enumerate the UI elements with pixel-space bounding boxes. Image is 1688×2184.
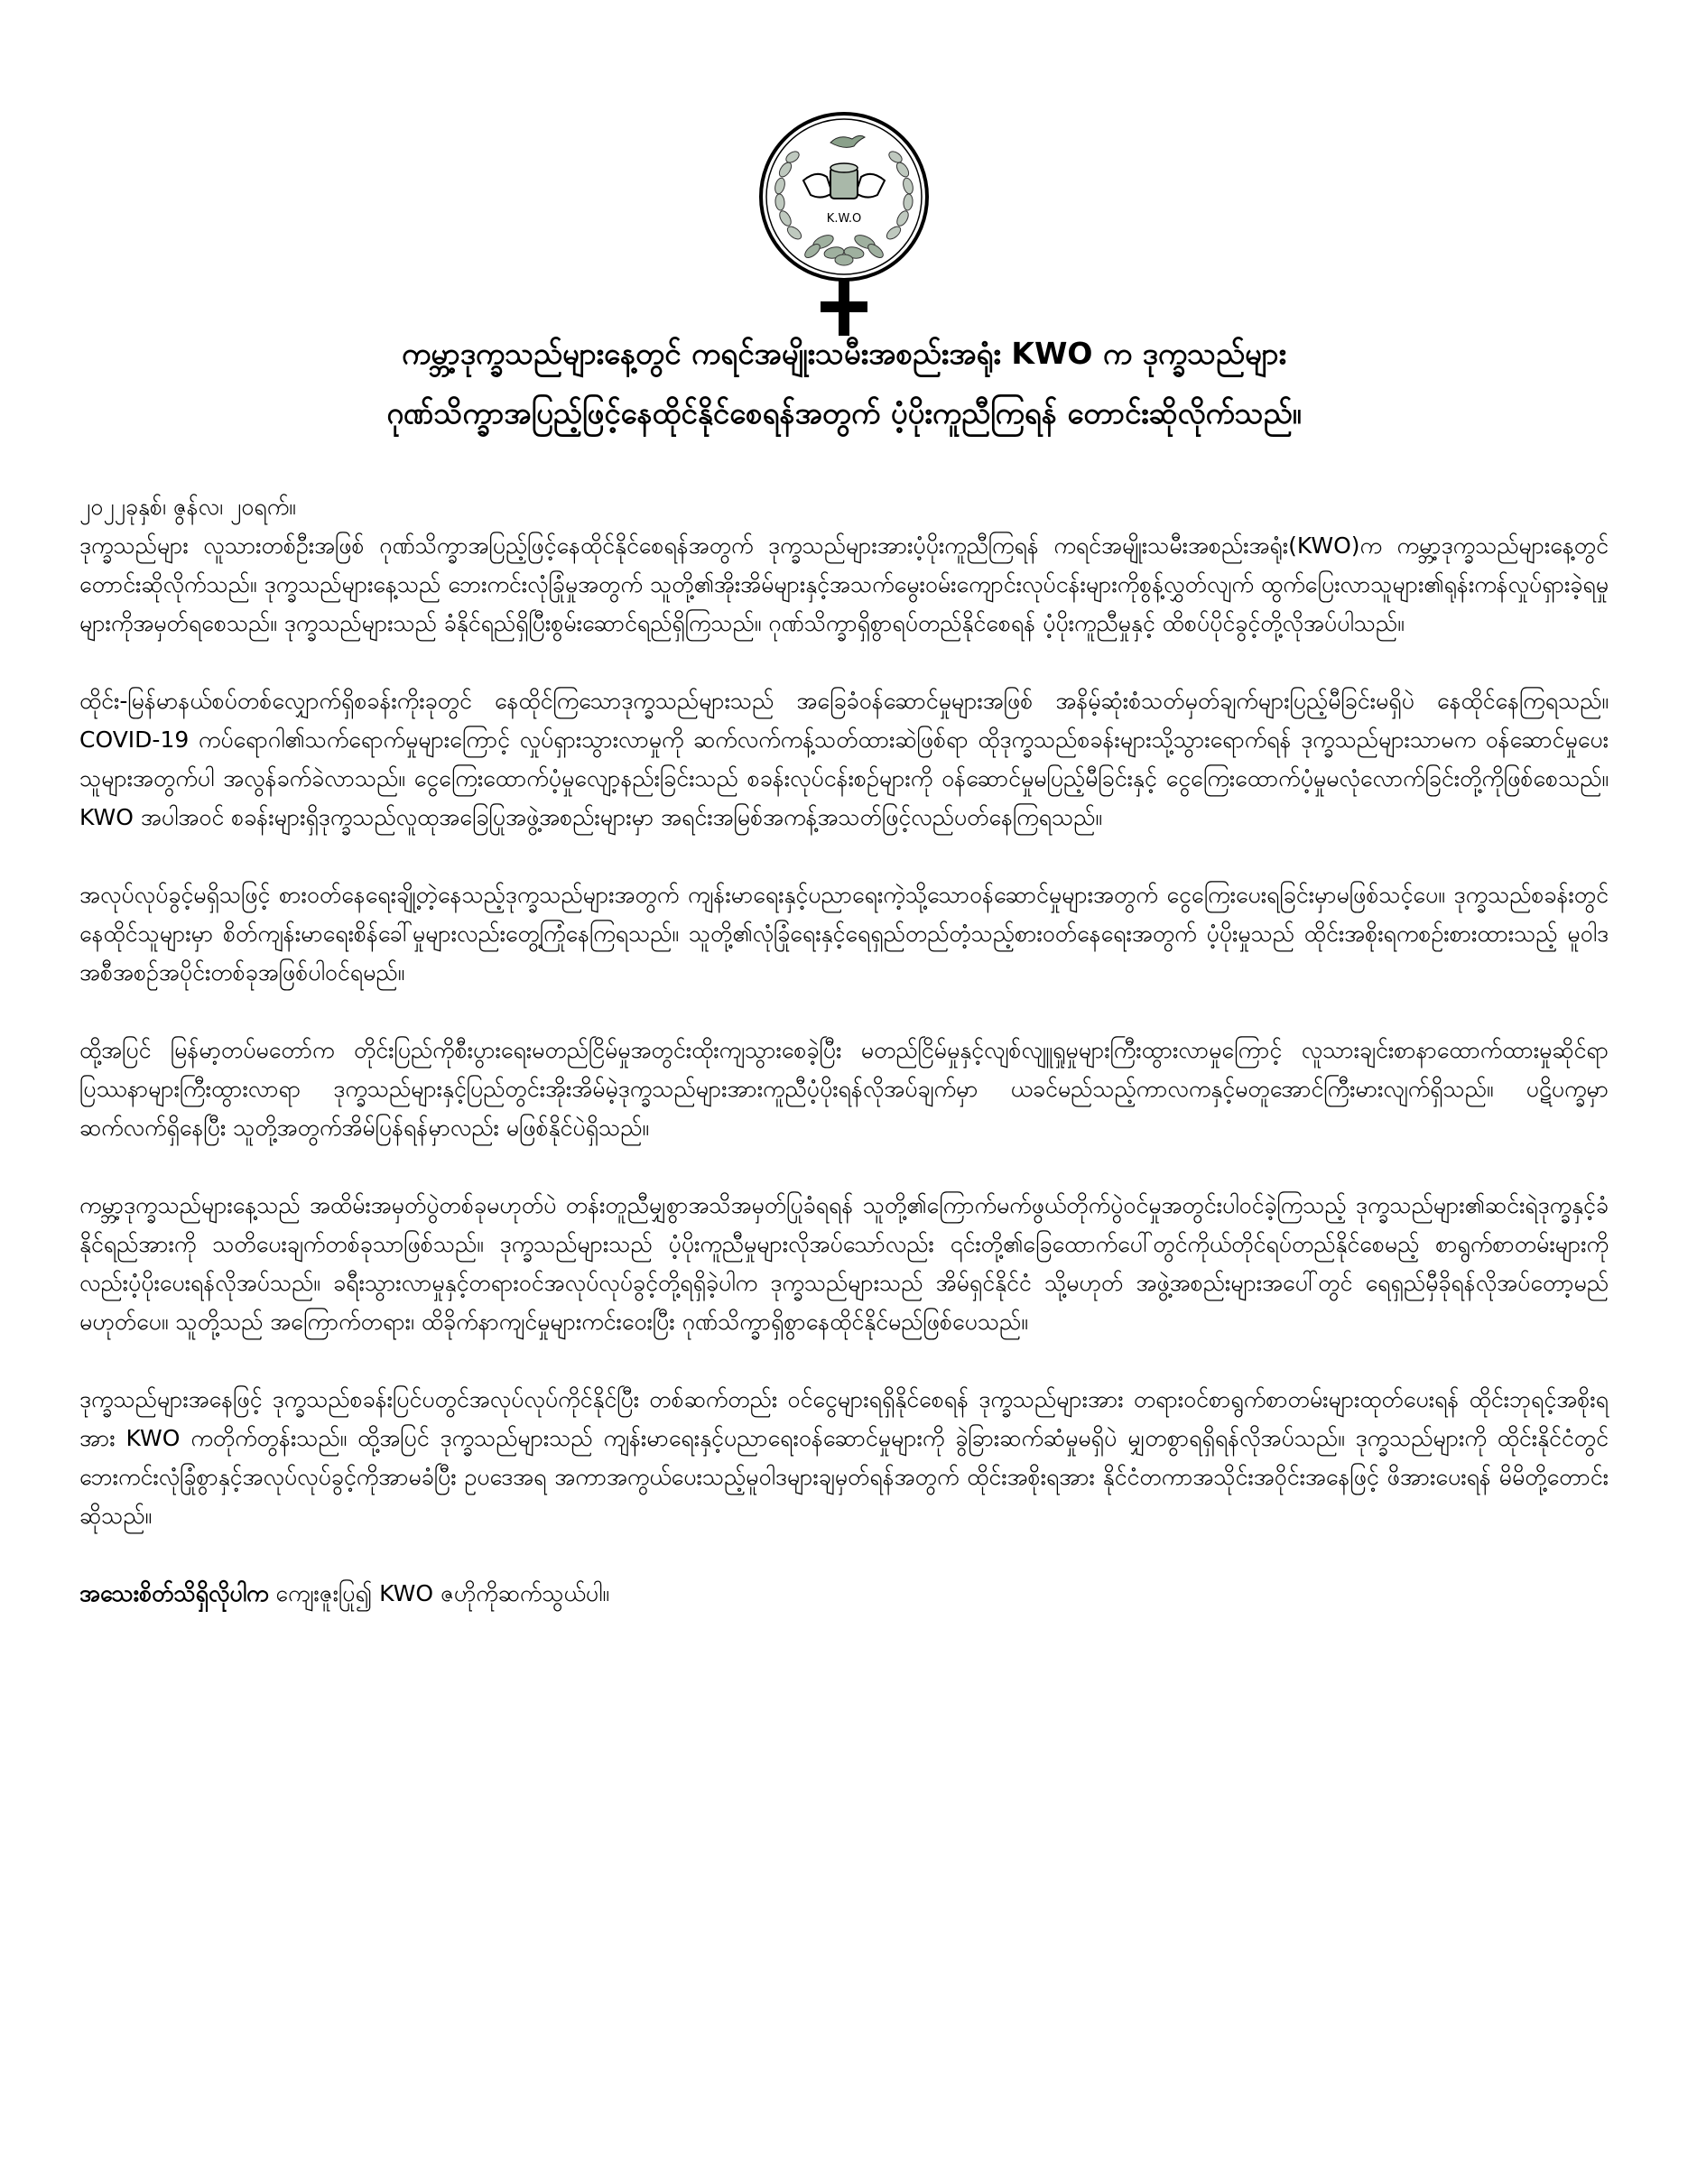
contact-line (79, 1574, 1609, 1613)
statement-body (79, 487, 1609, 1652)
paragraph-1: ဒုက္ခသည်များ လူသားတစ်ဦးအဖြစ် ဂုဏ်သိက္ခာအပြည့်ဖြင့်နေထိုင်နိုင်စေရန်အတွက် ဒုက္ခသည်များအားပံ့ပိုးကူညီကြရန် ကရင်အမျိုးသမီးအစည်းအရုံး(KWO)က ကမ္ဘာ့ဒုက္ခသည်များနေ့တွင် တောင်းဆိုလိုက်သည်။ ဒုက္ခသည်များနေ့သည် ဘေးကင်းလုံခြုံမှုအတွက် သူတို့၏အိုးအိမ်များနှင့်အသက်မွေးဝမ်းကျောင်းလုပ်ငန်းများကိုစွန့်လွှတ်လျက် ထွက်ပြေးလာသူများ၏ရုန်းကန်လှုပ်ရှားခဲ့ရမှုများကိုအမှတ်ရစေသည်။ ဒုက္ခသည်များသည် ခံနိုင်ရည်ရှိပြီးစွမ်းဆောင်ရည်ရှိကြသည်။ ဂုဏ်သိက္ခာရှိစွာရပ်တည်နိုင်စေရန် ပံ့ပိုးကူညီမှုနှင့် ထိစပ်ပိုင်ခွင့်တို့လိုအပ်ပါသည်။ (79, 532, 1609, 636)
contact-text: ကျေးဇူးပြု၍ KWO ဇဟိုကိုဆက်သွယ်ပါ။ (268, 1580, 609, 1606)
paragraph-3: အလုပ်လုပ်ခွင့်မရှိသဖြင့် စားဝတ်နေရေးချို့တဲ့နေသည့်ဒုက္ခသည်များအတွက် ကျန်းမာရေးနှင့်ပညာရေးကဲ့သို့သောဝန်ဆောင်မှုများအတွက် ငွေကြေးပေးရခြင်းမှာမဖြစ်သင့်ပေ။ ဒုက္ခသည်စခန်းတွင်နေထိုင်သူများမှာ စိတ်ကျန်းမာရေးစိန်ခေါ်မှုများလည်းတွေ့ကြုံနေကြရသည်။ သူတို့၏လုံခြုံရေးနှင့်ရေရှည်တည်တံ့သည့်စားဝတ်နေရေးအတွက် ပံ့ပိုးမှုသည် ထိုင်းအစိုးရကစဉ်းစားထားသည့် မူဝါဒအစီအစဉ်အပိုင်းတစ်ခုအဖြစ်ပါဝင်ရမည်။ (79, 882, 1609, 986)
contact-lead: အသေးစိတ်သိရှိလိုပါက (79, 1580, 269, 1606)
svg-text:K.W.O: K.W.O (826, 212, 862, 226)
paragraph-6: ဒုက္ခသည်များအနေဖြင့် ဒုက္ခသည်စခန်းပြင်ပတွင်အလုပ်လုပ်ကိုင်နိုင်ပြီး တစ်ဆက်တည်း ဝင်ငွေများရရှိနိုင်စေရန် ဒုက္ခသည်များအား တရားဝင်စာရွက်စာတမ်းများထုတ်ပေးရန် ထိုင်းဘုရင့်အစိုးရအား KWO ကတိုက်တွန်းသည်။ ထို့အပြင် ဒုက္ခသည်များသည် ကျန်းမာရေးနှင့်ပညာရေးဝန်ဆောင်မှုများကို ခွဲခြားဆက်ဆံမှုမရှိပဲ မျှတစွာရရှိရန်လိုအပ်သည်။ ဒုက္ခသည်များကို ထိုင်းနိုင်ငံတွင် ဘေးကင်းလုံခြုံစွာနှင့်အလုပ်လုပ်ခွင့်ကိုအာမခံပြီး ဥပဒေအရ အကာအကွယ်ပေးသည့်မူဝါဒများချမှတ်ရန်အတွက် ထိုင်းအစိုးရအား နိုင်ငံတကာအသိုင်းအဝိုင်းအနေဖြင့် ဖိအားပေးရန် မိမိတို့တောင်းဆိုသည်။ (79, 1386, 1609, 1529)
paragraph-2: ထိုင်း-မြန်မာနယ်စပ်တစ်လျှောက်ရှိစခန်းကိုးခုတွင် နေထိုင်ကြသောဒုက္ခသည်များသည် အခြေခံဝန်ဆောင်မှုများအဖြစ် အနိမ့်ဆုံးစံသတ်မှတ်ချက်များပြည့်မီခြင်းမရှိပဲ နေထိုင်နေကြရသည်။ COVID-19 ကပ်ရောဂါ၏သက်ရောက်မှုများကြောင့် လှုပ်ရှားသွားလာမှုကို ဆက်လက်ကန့်သတ်ထားဆဲဖြစ်ရာ ထိုဒုက္ခသည်စခန်းများသို့သွားရောက်ရန် ဒုက္ခသည်များသာမက ဝန်ဆောင်မှုပေးသူများအတွက်ပါ အလွန်ခက်ခဲလာသည်။ ငွေကြေးထောက်ပံ့မှုလျော့နည်းခြင်းသည် စခန်းလုပ်ငန်းစဉ်များကို ဝန်ဆောင်မှုမပြည့်မီခြင်းနှင့် ငွေကြေးထောက်ပံ့မှုမလုံလောက်ခြင်းတို့ကိုဖြစ်စေသည်။ KWO အပါအဝင် စခန်းများရှိဒုက္ခသည်လူထုအခြေပြုအဖွဲ့အစည်းများမှာ အရင်းအမြစ်အကန့်အသတ်ဖြင့်လည်ပတ်နေကြရသည်။ (79, 688, 1609, 830)
paragraph-5: ကမ္ဘာ့ဒုက္ခသည်များနေ့သည် အထိမ်းအမှတ်ပွဲတစ်ခုမဟုတ်ပဲ တန်းတူညီမျှစွာအသိအမှတ်ပြုခံရရန် သူတို့၏ကြောက်မက်ဖွယ်တိုက်ပွဲဝင်မှုအတွင်းပါဝင်ခဲ့ကြသည့် ဒုက္ခသည်များ၏ဆင်းရဲဒုက္ခနှင့်ခံနိုင်ရည်အားကို သတိပေးချက်တစ်ခုသာဖြစ်သည်။ ဒုက္ခသည်များသည် ပံ့ပိုးကူညီမှုများလိုအပ်သော်လည်း ၎င်းတို့၏ခြေထောက်ပေါ်တွင်ကိုယ်တိုင်ရပ်တည်နိုင်စေမည့် စာရွက်စာတမ်းများကိုလည်းပံ့ပိုးပေးရန်လိုအပ်သည်။ ခရီးသွားလာမှုနှင့်တရားဝင်အလုပ်လုပ်ခွင့်တို့ရရှိခဲ့ပါက ဒုက္ခသည်များသည် အိမ်ရှင်နိုင်ငံ သို့မဟုတ် အဖွဲ့အစည်းများအပေါ်တွင် ရေရှည်မှီခိုရန်လိုအပ်တော့မည်မဟုတ်ပေ။ သူတို့သည် အကြောက်တရား၊ ထိခိုက်နာကျင်မှုများကင်းဝေးပြီး ဂုဏ်သိက္ခာရှိစွာနေထိုင်နိုင်မည်ဖြစ်ပေသည်။ (79, 1192, 1609, 1335)
kwo-logo (733, 106, 955, 343)
statement-date: ၂၀၂၂ခုနှစ်၊ ဇွန်လ၊ ၂၀ရက်။ (79, 494, 296, 520)
paragraph-4: ထို့အပြင် မြန်မာ့တပ်မတော်က တိုင်းပြည်ကိုစီးပွားရေးမတည်ငြိမ်မှုအတွင်းထိုးကျသွားစေခဲ့ပြီး မတည်ငြိမ်မှုနှင့်လျစ်လျူရှုမှုများကြီးထွားလာမှုကြောင့် လူသားချင်းစာနာထောက်ထားမှုဆိုင်ရာပြဿနာများကြီးထွားလာရာ ဒုက္ခသည်များနှင့်ပြည်တွင်းအိုးအိမ်မဲ့ဒုက္ခသည်များအားကူညီပံ့ပိုးရန်လိုအပ်ချက်မှာ ယခင်မည်သည့်ကာလကနှင့်မတူအောင်ကြီးမားလျက်ရှိသည်။ ပဋိပက္ခမှာဆက်လက်ရှိနေပြီး သူတို့အတွက်အိမ်ပြန်ရန်မှာလည်း မဖြစ်နိုင်ပဲရှိသည်။ (79, 1037, 1609, 1141)
headline-line-2: ဂုဏ်သိက္ခာအပြည့်ဖြင့်နေထိုင်နိုင်စေရန်အတွက် ပံ့ပိုးကူညီကြရန် တောင်းဆိုလိုက်သည်။ (386, 395, 1302, 430)
headline-line-1: ကမ္ဘာ့ဒုက္ခသည်များနေ့တွင် ကရင်အမျိုးသမီးအစည်းအရုံး KWO က ဒုက္ခသည်များ (402, 336, 1286, 371)
